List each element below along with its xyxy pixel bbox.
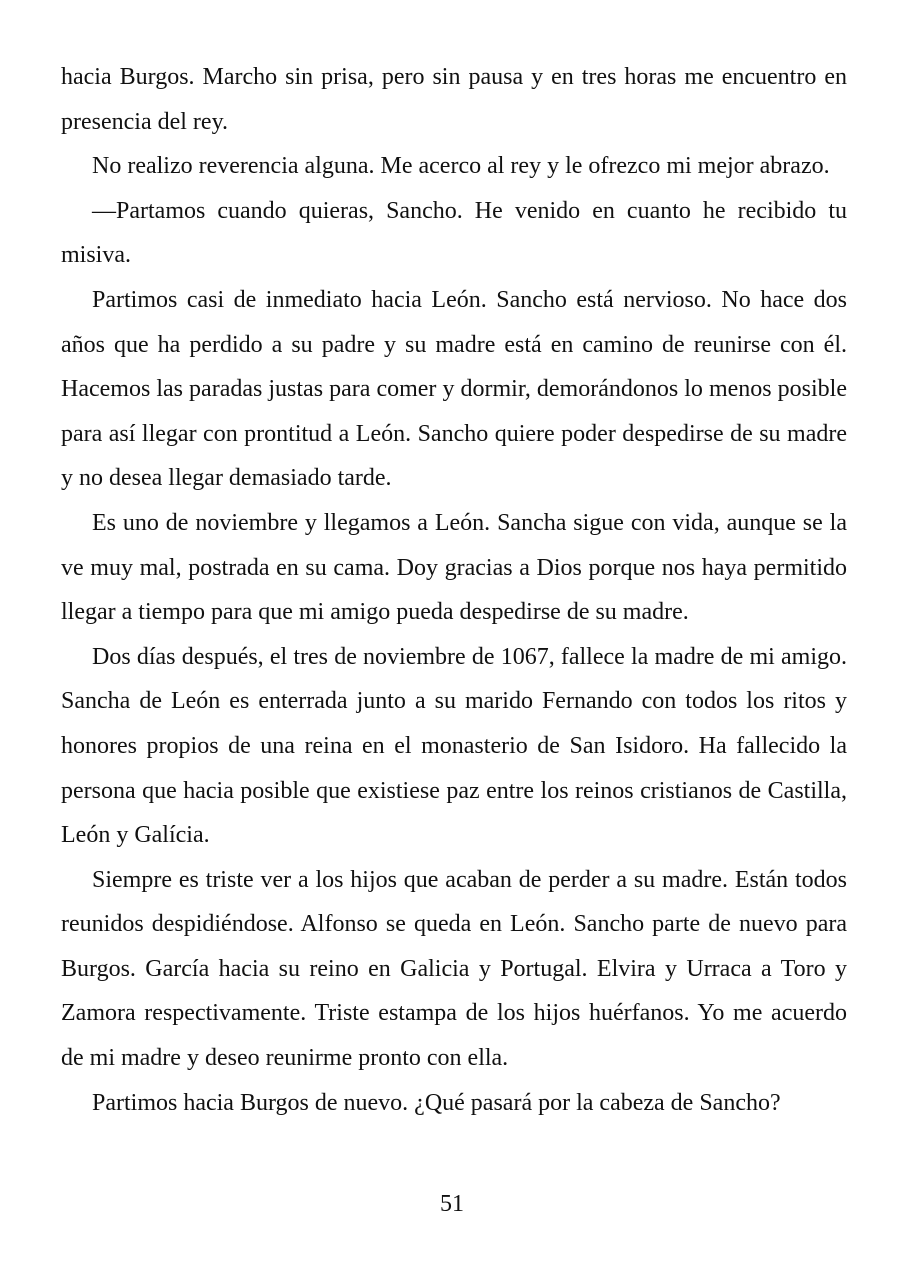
page-number: 51 [440,1191,464,1217]
paragraph: Es uno de noviembre y llegamos a León. Sancha sigue con vida, aunque se la ve muy mal, postrada en su cama. Doy gracias a Dios porque nos haya permitido llegar a tiempo para que mi amigo pueda despedirse de su madre. [61,509,847,626]
paragraph: Dos días después, el tres de noviembre de 1067, fallece la madre de mi amigo. Sancha de León es enterrada junto a su marido Fernando con todos los ritos y honores propios de una reina en el monasterio de San Isidoro. Ha fallecido la persona que hacia posible que existiese paz entre los reinos cristianos de Castilla, León y Galícia. [61,643,847,849]
paragraph: Partimos casi de inmediato hacia León. Sancho está nervioso. No hace dos años que ha perdido a su padre y su madre está en camino de reunirse con él. Hacemos las paradas justas para comer y dormir, demorándonos lo menos posible para así llegar con prontitud a León. Sancho quiere poder despedirse de su madre y no desea llegar demasiado tarde. [61,286,847,492]
body-text [61,55,847,1125]
paragraph: No realizo reverencia alguna. Me acerco al rey y le ofrezco mi mejor abrazo. [92,153,830,180]
paragraph-continuation: hacia Burgos. Marcho sin prisa, pero sin pausa y en tres horas me encuentro en presencia del rey. [61,64,847,135]
paragraph-dialogue: —Partamos cuando quieras, Sancho. He venido en cuanto he recibido tu misiva. [61,197,847,269]
paragraph: Partimos hacia Burgos de nuevo. ¿Qué pasará por la cabeza de Sancho? [92,1089,781,1116]
paragraph: Siempre es triste ver a los hijos que acaban de perder a su madre. Están todos reunidos despidiéndose. Alfonso se queda en León. Sancho parte de nuevo para Burgos. García hacia su reino en Galicia y Portugal. Elvira y Urraca a Toro y Zamora respectivamente. Triste estampa de los hijos huérfanos. Yo me acuerdo de mi madre y deseo reunirme pronto con ella. [61,866,847,1072]
